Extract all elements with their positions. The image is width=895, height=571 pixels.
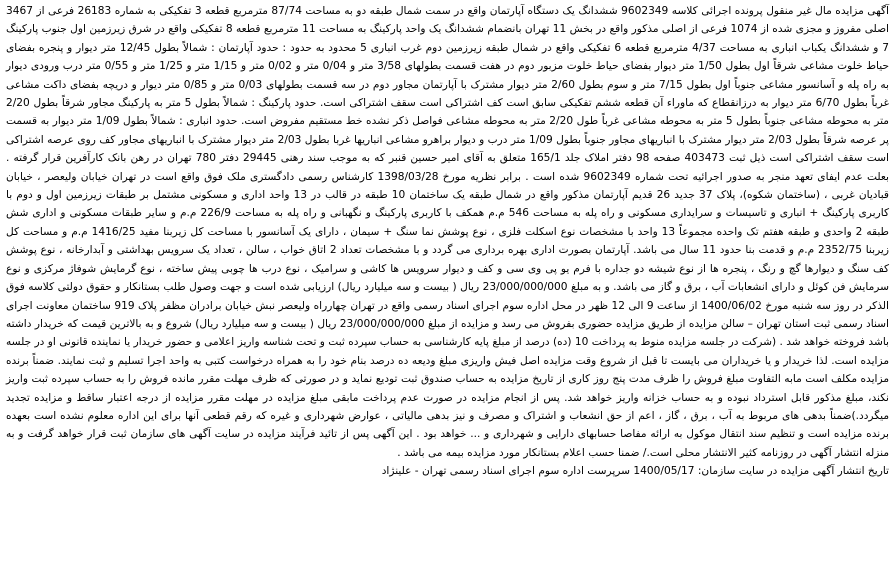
- notice-footer: تاریخ انتشار آگهی مزایده در سایت سازمان: 1400/05/17 سرپرست اداره سوم اجرای اسناد رسمی تهران - علینژاد: [381, 465, 889, 478]
- notice-body: آگهی مزایده مال غیر منقول پرونده اجرائی کلاسه 9602349 ششدانگ یک دستگاه آپارتمان واقع در سمت شمال طبقه دو به مساحت 87/74 مترمربع قطعه 3 تفکیکی به شماره 26183 فرعی از 3467 اصلی مفروز و مجزی شده از 1074 فرعی از اصلی مذکور واقع در بخش 11 تهران بانضمام ششدانگ یک واحد پارکینگ به مساحت 11 مترمربع قطعه 8 تفکیکی واقع در شرق زیرزمین اول جنوب پارکینگ 7 و ششدانگ یکباب انباری به مساحت 4/37 مترمربع قطعه 6 تفکیکی واقع در شمال طبقه زیرزمین دوم غرب انباری 5 محدود به حدود : حدود آپارتمان : شمالاً بطول 12/45 متر دیوار و پنجره بفضای حیاط خلوت مشاعی شرقاً اول بطول 1/50 متر دیوار بفضای حیاط خلوت مزبور دوم در هفت قسمت بطولهای 3/58 متر و 0/04 متر و 0/02 متر و 1/15 متر و 1/25 متر و 0/55 متر درب ورودی دیوار به راه پله و آسانسور مشاعی جنوباً اول بطول 7/15 متر و سوم بطول 2/60 متر دیوار مشترک با آپارتمان مجاور دوم در سه قسمت بطولهای 0/03 متر و 0/85 متر دیوار و دریچه بفضای داکت مشاعی غرباً بطول 6/70 متر دیوار به درزانقطاع که ماوراء آن قطعه ششم تفکیکی سابق است کف اشتراکی است سقف اشتراکی است. حدود پارکینگ : شمالاً بطول 5 متر به پارکینگ مجاور شرقاً بطول 2/20 متر به محوطه مشاعی جنوباً بطول 5 متر به محوطه مشاعی غرباً طول 2/20 متر به محوطه مشاعی فواصل ذکر نشده خط مستقیم مفروض است. حدود انباری : شمالاً بطول 1/09 متر دیوار به قسمت پر عرصه شرقاً بطول 2/03 متر دیوار مشترک با انباریهای مجاور جنوباً بطول 1/09 متر درب و دیوار براهرو مشاعی انباریها غربا بطول 2/03 متر دیوار مشترک با انباریهای مجاور کف روی عرصه اشتراکی است سقف اشتراکی است ذیل ثبت 403473 صفحه 98 دفتر املاک جلد 165/1 متعلق به آقای امیر حسین قنبر که به موجب سند رهنی 29445 دفتر 780 تهران در رهن بانک کارآفرین قرار گرفته . بعلت عدم ایفای تعهد منجر به صدور اجرائیه تحت شماره 9602349 شده است . برابر نظریه مورخ 1398/03/28 کارشناس رسمی دادگستری ملک فوق واقع است در تهران خیابان ولیعصر ، خیابان قبادیان غربی ، (ساختمان شکوه)، پلاک 37 جدید 26 قدیم آپارتمان مذکور واقع در شمال طبقه یک ساختمان 10 طبقه در قالب در 13 واحد اداری و مسکونی مشتمل بر طبقات زیرزمین اول و دوم با کاربری پارکینگ + انباری و تاسیسات و سرایداری مسکونی و راه پله به مساحت 546 م.م همکف با کاربری پارکینگ و نگهبانی و راه پله به مساحت 226/9 م.م و سایر طبقات مسکونی و اداری شش طبقه 2 واحدی و طبقه هفتم تک واحده مجموعاً 13 واحد با مشخصات نوع اسکلت فلزی ، نوع پوشش نما سنگ + سیمان ، دارای یک آسانسور با مساحت کل زیربنا مفید 1416/25 م.م و مساحت کل زیربنا 2352/75 م.م و قدمت بنا حدود 11 سال می باشد. آپارتمان بصورت اداری بهره برداری می گردد و با مشخصات تعداد 2 اتاق خواب ، سالن ، تعداد یک سرویس بهداشتی و آبدارخانه ، نوع پوشش کف سنگ و دیوارها گچ و رنگ ، پنجره ها از نوع شیشه دو جداره با فرم یو پی وی سی و کف و دیوار سرویس ها کاشی و سرامیک ، نوع درب ها چوبی پیش ساخته ، نوع گرمایش شوفاژ مرکزی و نوع سرمایش فن کوئل و دارای انشعابات آب ، برق و گاز می باشد. و به مبلغ 23/000/000/000 ریال ( بیست و سه میلیارد ریال) ارزیابی شده است و جهت وصول طلب بستانکار و حقوق دولتی کلاسه فوق الذکر در روز سه شنبه مورخ 1400/06/02 از ساعت 9 الی 12 ظهر در محل اداره سوم اجرای اسناد رسمی واقع در تهران چهارراه ولیعصر نبش خیابان برادران مظفر پلاک 919 ساختمان معاونت اجرای اسناد رسمی ثبت استان تهران – سالن مزایده از طریق مزایده حضوری بفروش می رسد و مزایده از مبلغ 23/000/000/000 ریال ( بیست و سه میلیارد ریال) شروع و به بالاترین قیمت که خریدار داشته باشد فروخته خواهد شد . (شرکت در جلسه مزایده منوط به پرداخت 10 (ده) درصد از مبلغ پایه کارشناسی به حساب سپرده ثبت و تحت شناسه واریز اعلامی و حضور خریدار یا نماینده قانونی او در جلسه مزایده است. لذا خریدار و یا خریداران می بایست تا قبل از شروع وقت مزایده اصل فیش واریزی مبلغ ودیعه ده درصد بنام خود را به همراه درخواست کتبی به واحد اجرا تسلیم و ثبت نمایند. ضمناً برنده مزایده مکلف است مابه التفاوت مبلغ فروش را ظرف مدت پنج روز کاری از تاریخ مزایده به حساب صندوق ثبت تودیع نماید و در صورتی که ظرف مهلت مقرر مانده فروش را به حساب سپرده ثبت واریز نکند، مبلغ مذکور قابل استرداد نبوده و به حساب خزانه واریز خواهد شد. پس از انجام مزایده در صورت عدم پرداخت مابقی مبلغ مزایده در مهلت مقرر مزایده از درجه اعتبار ساقط و مزایده تجدید میگردد.)ضمناً بدهی های مربوط به آب ، برق ، گاز ، اعم از حق انشعاب و اشتراک و مصرف و نیز بدهی مالیاتی ، عوارض شهرداری و غیره که رقم قطعی آنها برای این اداره معلوم نشده است بعهده برنده مزایده است و تنظیم سند انتقال موکول به ارائه مفاصا حسابهای دارایی و شهرداری و ... خواهد بود . این آگهی پس از تائید فرآیند مزایده در سایت آگهی های سازمان ثبت قرار خواهد گرفت و به منزله انتشار آگهی در روزنامه کثیر الانتشار محلی است./ ضمنا حسب اعلام بستانکار مورد مزایده بیمه می باشد .: [6, 5, 890, 459]
